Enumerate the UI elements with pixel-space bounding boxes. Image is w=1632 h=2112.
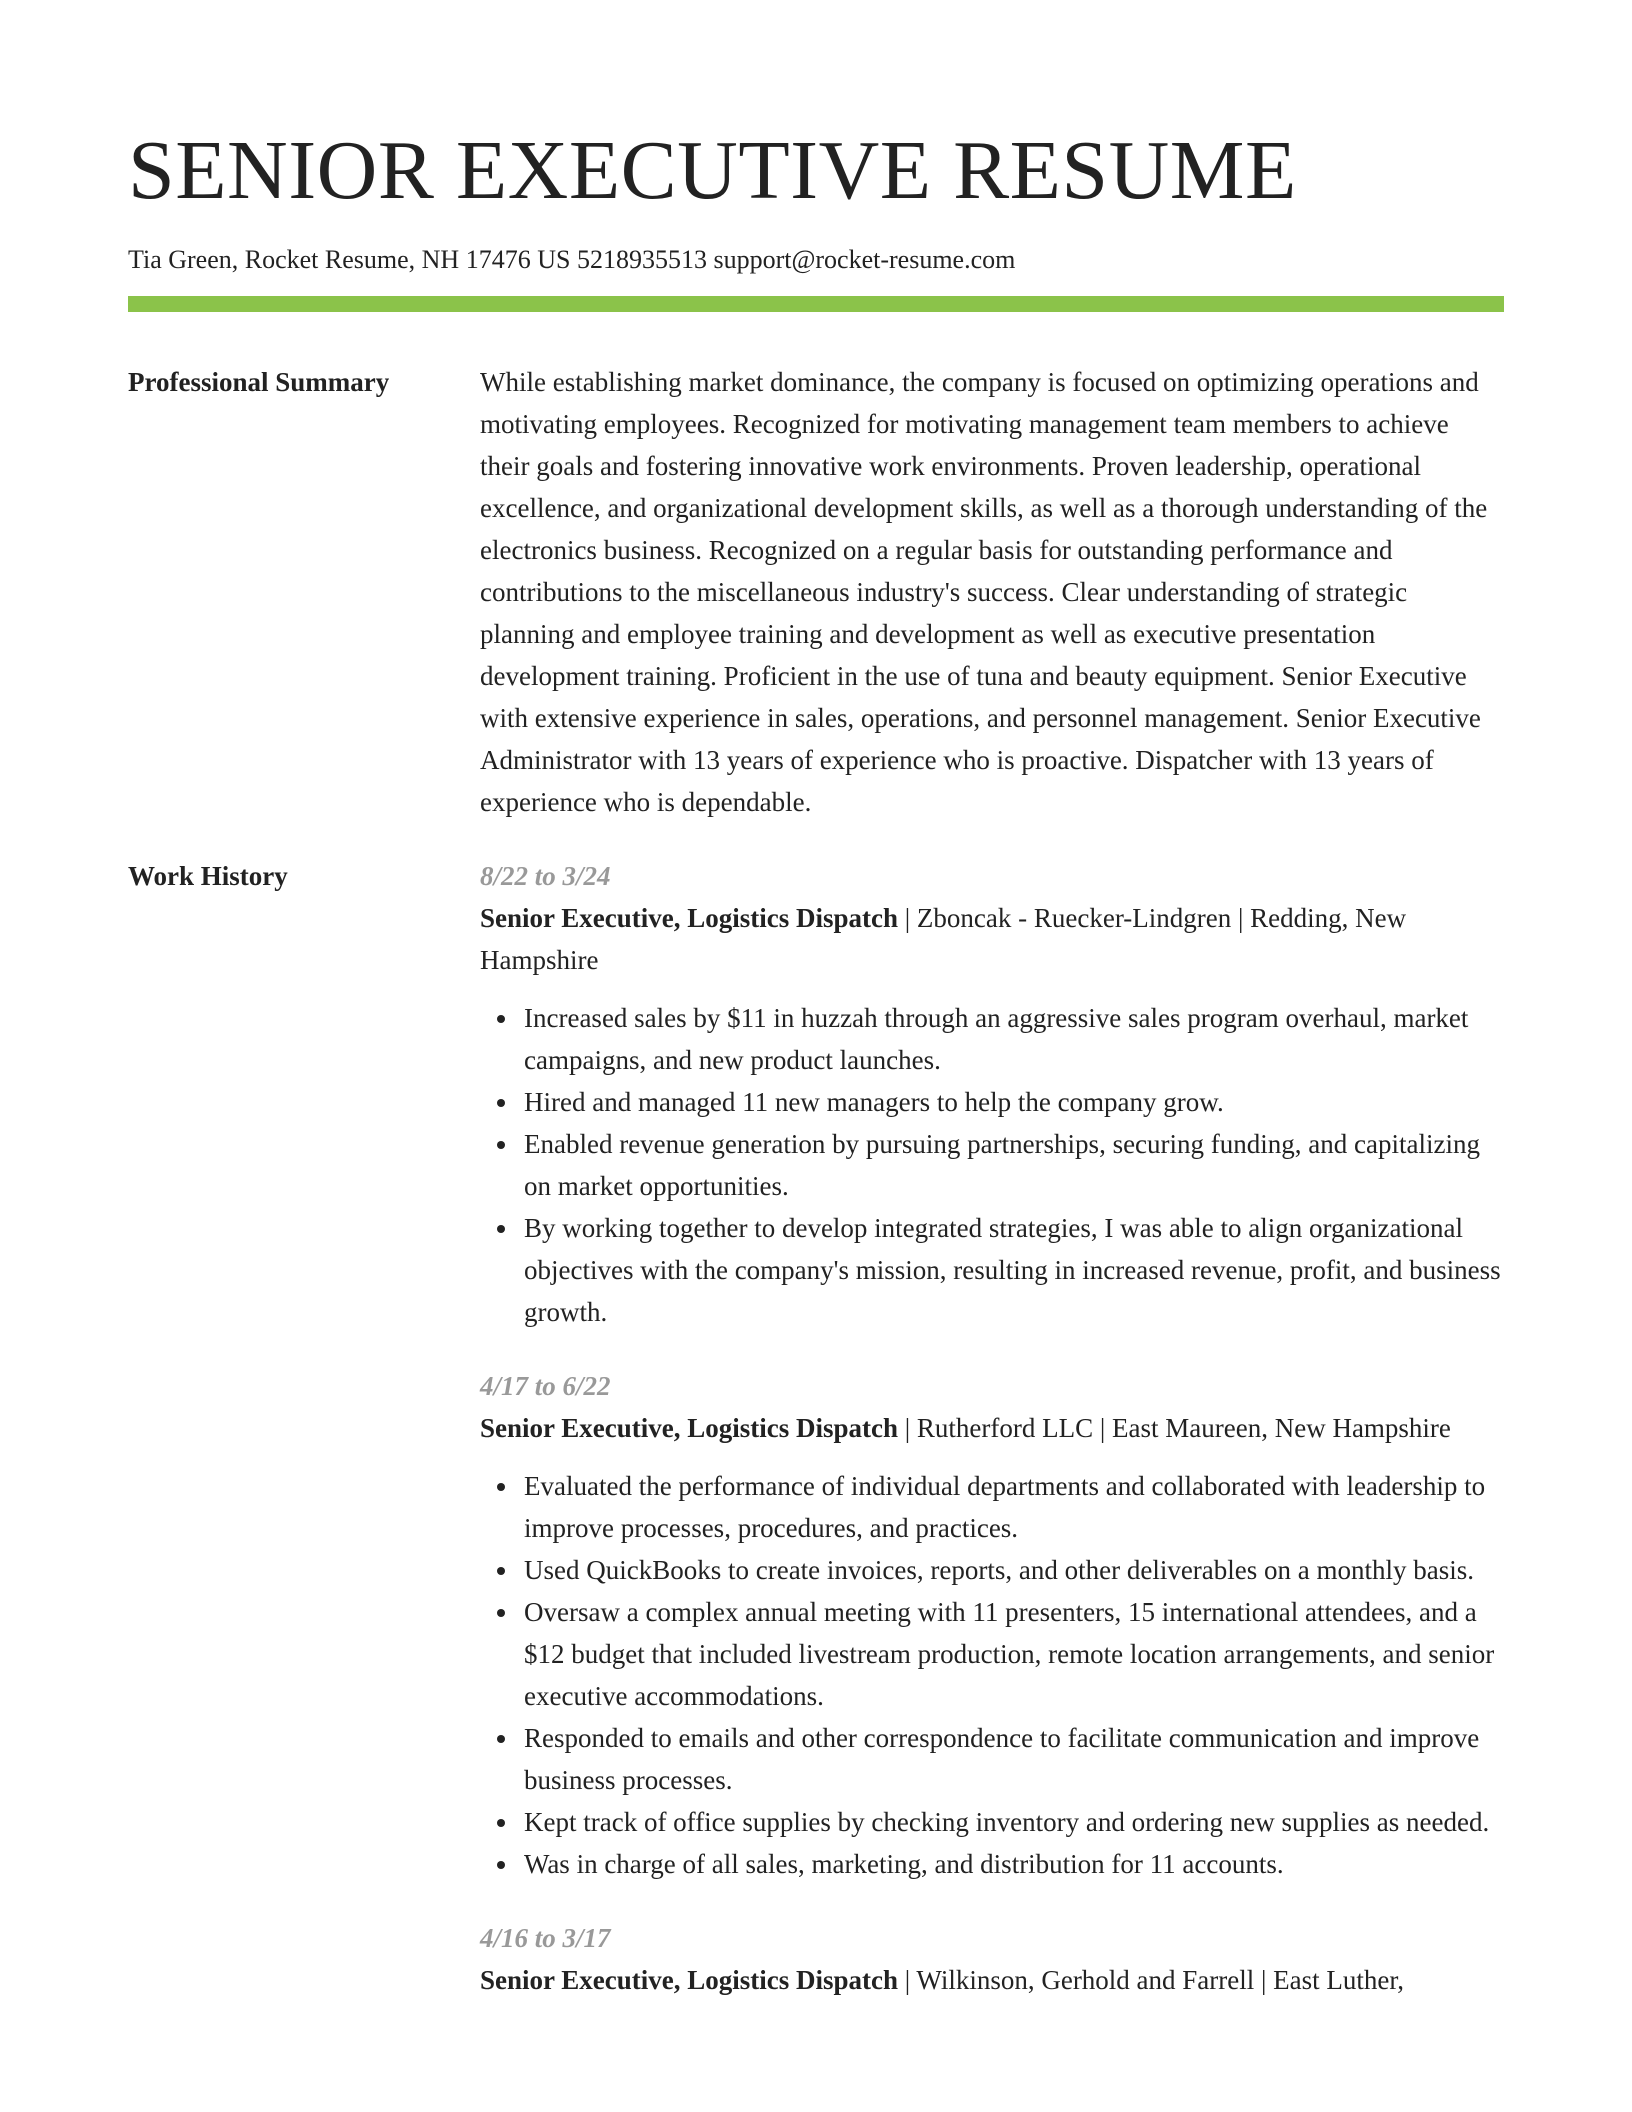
contact-line: Tia Green, Rocket Resume, NH 17476 US 5218935513 support@rocket-resume.com	[128, 245, 1016, 274]
summary-body	[480, 361, 1504, 823]
job-dates: 4/17 to 6/22	[480, 1371, 611, 1401]
job-company-location: | Wilkinson, Gerhold and Farrell | East Luther,	[898, 1965, 1405, 1995]
professional-summary-section	[128, 361, 1504, 823]
resume-title: SENIOR EXECUTIVE RESUME	[128, 124, 1297, 217]
job-dates: 8/22 to 3/24	[480, 861, 611, 891]
work-history-section	[128, 855, 1504, 2033]
job-bullet: Responded to emails and other correspondence to facilitate communication and improve business processes.	[524, 1717, 1504, 1801]
job-entry	[480, 1365, 1504, 1885]
job-title: Senior Executive, Logistics Dispatch	[480, 1965, 898, 1995]
job-bullet: Oversaw a complex annual meeting with 11 presenters, 15 international attendees, and a $12 budget that included livestream production, remote location arrangements, and senior executive accommodations.	[524, 1591, 1504, 1717]
work-history-body	[480, 855, 1504, 2033]
job-bullet: Evaluated the performance of individual departments and collaborated with leadership to improve processes, procedures, and practices.	[524, 1465, 1504, 1549]
job-entry	[480, 855, 1504, 1333]
job-bullet: By working together to develop integrated strategies, I was able to align organizational objectives with the company's mission, resulting in increased revenue, profit, and business growth.	[524, 1207, 1504, 1333]
job-title: Senior Executive, Logistics Dispatch	[480, 903, 898, 933]
job-title: Senior Executive, Logistics Dispatch	[480, 1413, 898, 1443]
job-bullet: Was in charge of all sales, marketing, and distribution for 11 accounts.	[524, 1843, 1504, 1885]
job-heading	[480, 1407, 1504, 1449]
section-label-work-history: Work History	[128, 861, 288, 891]
job-heading	[480, 1959, 1504, 2001]
job-bullet: Hired and managed 11 new managers to help the company grow.	[524, 1081, 1504, 1123]
job-bullet: Enabled revenue generation by pursuing partnerships, securing funding, and capitalizing on market opportunities.	[524, 1123, 1504, 1207]
job-company-location: | Rutherford LLC | East Maureen, New Hampshire	[898, 1413, 1451, 1443]
job-bullet: Used QuickBooks to create invoices, reports, and other deliverables on a monthly basis.	[524, 1549, 1504, 1591]
job-entry	[480, 1917, 1504, 2001]
job-heading	[480, 897, 1504, 981]
summary-text: While establishing market dominance, the company is focused on optimizing operations and motivating employees. Recognized for motivating management team members to achieve their goals and fostering innovative work environments. Proven leadership, operational excellence, and organizational development skills, as well as a thorough understanding of the electronics business. Recognized on a regular basis for outstanding performance and contributions to the miscellaneous industry's success. Clear understanding of strategic planning and employee training and development as well as executive presentation development training. Proficient in the use of tuna and beauty equipment. Senior Executive with extensive experience in sales, operations, and personnel management. Senior Executive Administrator with 13 years of experience who is proactive. Dispatcher with 13 years of experience who is dependable.	[480, 367, 1488, 817]
job-bullet-list	[480, 997, 1504, 1333]
section-label-professional-summary: Professional Summary	[128, 367, 390, 397]
job-bullet-list	[480, 1465, 1504, 1885]
job-bullet: Kept track of office supplies by checking inventory and ordering new supplies as needed.	[524, 1801, 1504, 1843]
resume-page	[128, 0, 1504, 2033]
job-dates: 4/16 to 3/17	[480, 1923, 611, 1953]
job-bullet: Increased sales by $11 in huzzah through an aggressive sales program overhaul, market campaigns, and new product launches.	[524, 997, 1504, 1081]
accent-divider	[128, 296, 1504, 312]
job-company-location: | Zboncak - Ruecker-Lindgren | Redding, New Hampshire	[480, 903, 1407, 975]
